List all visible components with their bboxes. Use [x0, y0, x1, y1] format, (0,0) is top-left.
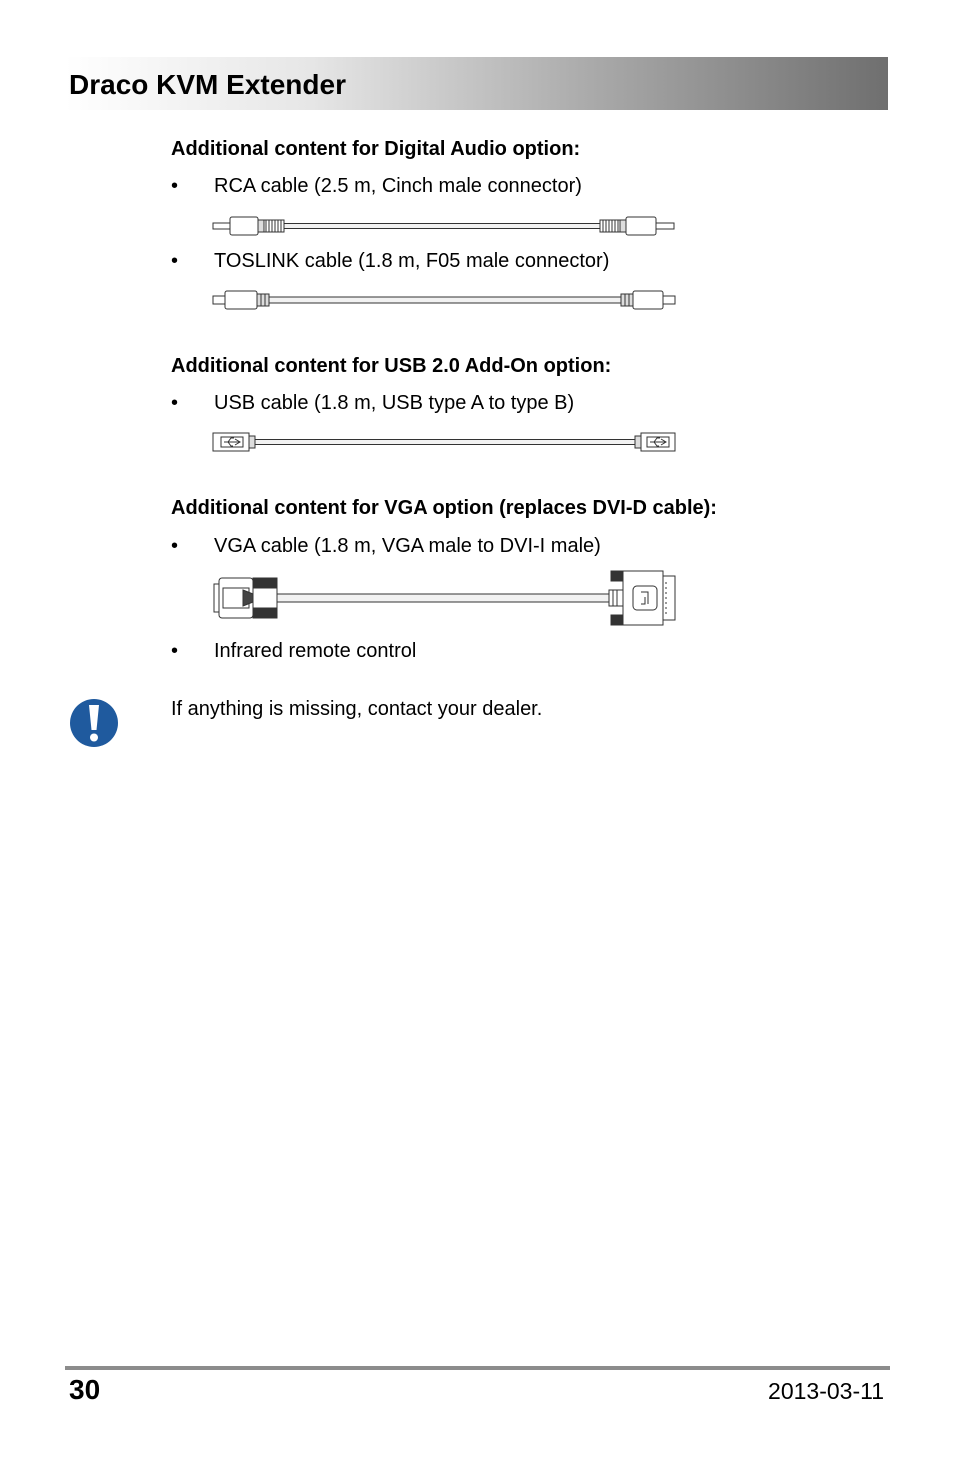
toslink-cable-image	[211, 288, 677, 312]
list-item-text: RCA cable (2.5 m, Cinch male connector)	[214, 175, 582, 197]
list-item-text: Infrared remote control	[214, 640, 417, 662]
section-heading-vga: Additional content for VGA option (replaces DVI-D cable):	[171, 497, 717, 519]
exclamation-icon	[69, 698, 119, 748]
rca-cable-image	[211, 214, 677, 238]
list-item-text: VGA cable (1.8 m, VGA male to DVI-I male)	[214, 535, 601, 557]
bullet-icon: •	[171, 640, 179, 662]
bullet-icon: •	[171, 392, 179, 414]
section-heading-digital-audio: Additional content for Digital Audio option:	[171, 138, 581, 160]
header-bar	[65, 57, 888, 110]
bullet-icon: •	[171, 250, 179, 272]
note-text: If anything is missing, contact your dealer.	[171, 698, 543, 720]
footer-divider	[65, 1366, 890, 1370]
vga-dvi-cable-image	[211, 568, 679, 628]
list-item-text: TOSLINK cable (1.8 m, F05 male connector)	[214, 250, 610, 272]
footer-date: 2013-03-11	[768, 1378, 884, 1404]
bullet-icon: •	[171, 175, 179, 197]
bullet-icon: •	[171, 535, 179, 557]
page-title: Draco KVM Extender	[69, 69, 346, 100]
usb-cable-image	[211, 430, 677, 454]
page-number: 30	[69, 1374, 101, 1405]
section-heading-usb: Additional content for USB 2.0 Add-On option:	[171, 355, 612, 377]
list-item-text: USB cable (1.8 m, USB type A to type B)	[214, 392, 575, 414]
